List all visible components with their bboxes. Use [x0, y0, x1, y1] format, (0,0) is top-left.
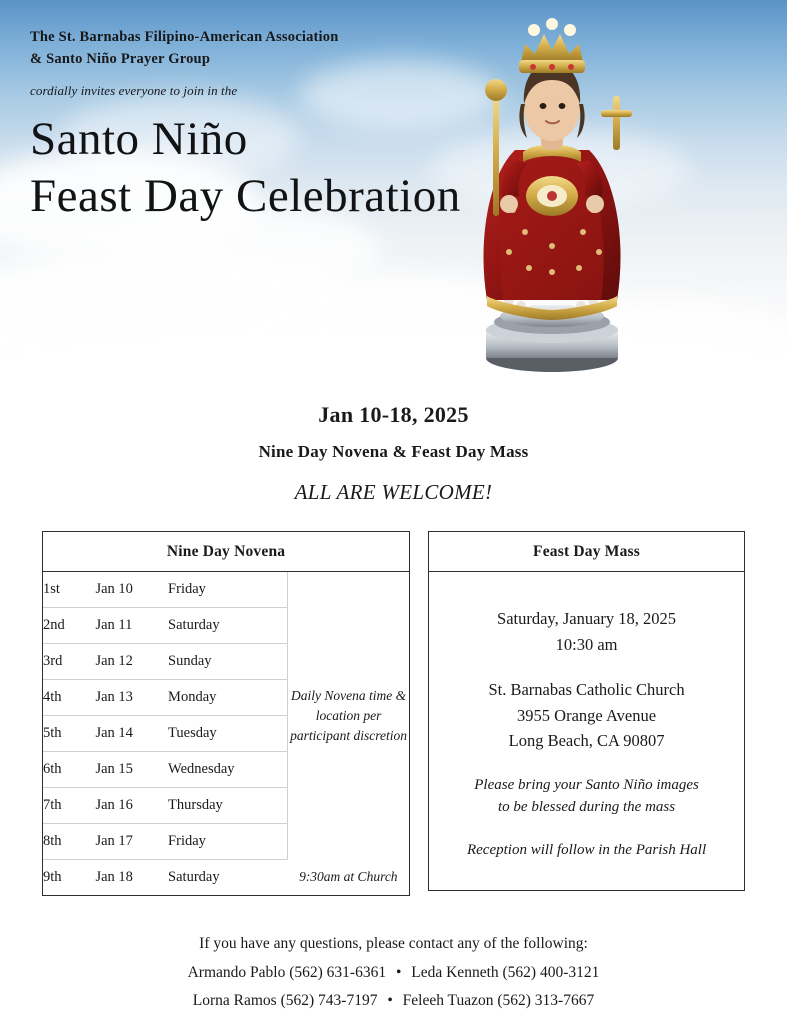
event-date-range: Jan 10-18, 2025 [318, 402, 469, 427]
organization-line-2: & Santo Niño Prayer Group [30, 51, 211, 68]
feast-day-mass-panel [428, 531, 745, 891]
novena-date: Jan 18 [95, 869, 133, 885]
novena-date: Jan 13 [95, 680, 168, 716]
novena-date: Jan 16 [95, 788, 168, 824]
hero-banner [0, 0, 787, 378]
contact-leda-kenneth: Leda Kenneth (562) 400-3121 [411, 963, 600, 981]
novena-ordinal: 9th [43, 869, 62, 885]
novena-ordinal: 5th [43, 716, 95, 752]
bring-images-line-2: to be blessed during the mass [498, 799, 676, 816]
title-line-2: Feast Day Celebration [30, 170, 461, 223]
novena-panel-heading: Nine Day Novena [43, 532, 409, 572]
novena-final-note: 9:30am at Church [299, 869, 398, 885]
contact-row-1 [0, 959, 787, 988]
novena-day: Saturday [168, 869, 220, 885]
invitation-line: cordially invites everyone to join in the [30, 82, 238, 98]
table-row [43, 572, 409, 608]
mass-time: 10:30 am [555, 634, 618, 654]
event-subtitle: Nine Day Novena & Feast Day Mass [258, 442, 529, 461]
novena-day: Friday [168, 824, 288, 860]
mass-datetime-block [451, 606, 722, 657]
novena-panel [42, 531, 410, 896]
novena-ordinal: 7th [43, 788, 95, 824]
reception-note: Reception will follow in the Parish Hall [466, 841, 707, 858]
mass-venue: St. Barnabas Catholic Church [488, 680, 685, 700]
novena-date: Jan 10 [95, 572, 168, 608]
novena-ordinal: 8th [43, 824, 95, 860]
novena-date: Jan 17 [95, 824, 168, 860]
novena-ordinal: 3rd [43, 644, 95, 680]
contacts-footer [0, 930, 787, 1016]
novena-day: Friday [168, 572, 288, 608]
title-line-1: Santo Niño [30, 112, 248, 165]
bring-images-line-1: Please bring your Santo Niño images [474, 776, 699, 793]
bullet-separator-icon: • [387, 992, 393, 1010]
contact-armando-pablo: Armando Pablo (562) 631-6361 [187, 963, 387, 981]
mass-details [429, 572, 744, 861]
mass-street: 3955 Orange Avenue [517, 705, 657, 725]
novena-day: Sunday [168, 644, 288, 680]
novena-side-note: Daily Novena time & location per participant discretion [288, 572, 410, 860]
page-title [30, 111, 461, 226]
bullet-separator-icon: • [395, 963, 402, 981]
mass-citystate: Long Beach, CA 90807 [508, 731, 665, 751]
contact-feleeh-tuazon: Feleeh Tuazon (562) 313-7667 [402, 992, 595, 1010]
welcome-message: ALL ARE WELCOME! [294, 480, 493, 504]
novena-day: Wednesday [168, 752, 288, 788]
novena-ordinal: 2nd [43, 608, 95, 644]
content-area [0, 378, 787, 1016]
novena-day: Tuesday [168, 716, 288, 752]
mass-date: Saturday, January 18, 2025 [497, 609, 677, 628]
table-row [43, 860, 409, 896]
novena-date: Jan 15 [95, 752, 168, 788]
novena-ordinal: 6th [43, 752, 95, 788]
mass-address-block [451, 677, 722, 754]
bring-images-note [451, 774, 722, 819]
hero-text-block [30, 26, 461, 226]
novena-date: Jan 11 [95, 608, 168, 644]
novena-date: Jan 12 [95, 644, 168, 680]
novena-schedule-table [43, 572, 409, 895]
contact-prompt: If you have any questions, please contact any of the following: [199, 935, 588, 952]
contact-row-2 [0, 987, 787, 1016]
novena-date: Jan 14 [95, 716, 168, 752]
organization-line-1: The St. Barnabas Filipino-American Association [30, 29, 339, 45]
novena-ordinal: 1st [43, 572, 95, 608]
novena-day: Saturday [168, 608, 288, 644]
panels-row [42, 531, 745, 896]
contact-lorna-ramos: Lorna Ramos (562) 743-7197 [192, 992, 378, 1010]
novena-day: Thursday [168, 788, 288, 824]
mass-panel-heading: Feast Day Mass [429, 532, 744, 572]
novena-ordinal: 4th [43, 680, 95, 716]
novena-day: Monday [168, 680, 288, 716]
